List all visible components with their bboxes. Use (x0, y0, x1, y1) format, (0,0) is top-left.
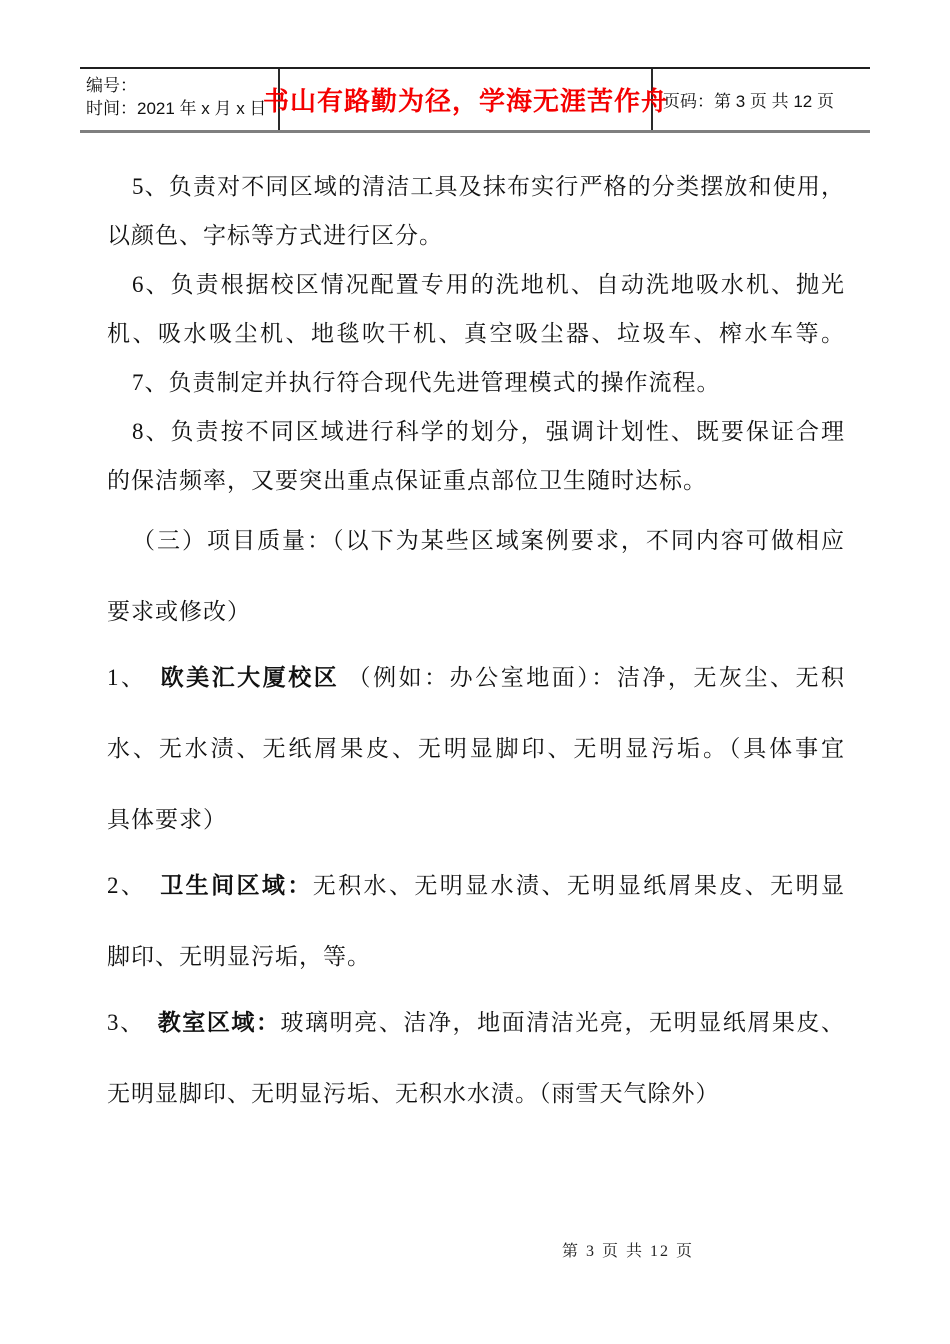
text-line (107, 1058, 845, 1129)
text-segment: 要求或修改） (107, 599, 251, 624)
page-number-label: 页码：第 3 页 共 12 页 (663, 92, 834, 111)
paragraph (107, 407, 845, 505)
paragraph (107, 505, 845, 647)
date-label: 时间：2021 年 x 月 x 日 (86, 99, 267, 118)
paragraph (107, 642, 845, 855)
motto-text: 书山有路勤为径，学海无涯苦作舟 (263, 86, 669, 116)
text-line (107, 642, 845, 713)
text-line (107, 162, 845, 211)
paragraph (107, 162, 845, 260)
bold-text-segment: 卫生间区域： (160, 873, 313, 898)
serial-label: 编号： (86, 76, 137, 95)
text-segment: 玻璃明亮、洁净，地面清洁光亮，无明显纸屑果皮、 (280, 1010, 846, 1035)
page-footer: 第 3 页 共 12 页 (562, 1243, 695, 1260)
text-segment: 脚印、无明显污垢，等。 (107, 944, 371, 969)
text-line (107, 987, 845, 1058)
text-line (107, 713, 845, 784)
paragraph (107, 358, 845, 407)
text-line (107, 505, 845, 576)
text-segment: 8、负责按不同区域进行科学的划分，强调计划性、既要保证合理 (132, 419, 845, 444)
bold-text-segment: 教室区域： (157, 1010, 281, 1035)
paragraph (107, 260, 845, 358)
text-segment: 6、负责根据校区情况配置专用的洗地机、自动洗地吸水机、抛光 (132, 272, 845, 297)
text-segment: 机、吸水吸尘机、地毯吹干机、真空吸尘器、垃圾车、榨水车等。 (107, 321, 845, 346)
text-line (107, 260, 845, 309)
text-segment: 3、 (107, 1010, 158, 1035)
text-segment: 7、负责制定并执行符合现代先进管理模式的操作流程。 (132, 370, 721, 395)
text-line (107, 784, 845, 855)
document-body (107, 162, 845, 1129)
text-segment: 的保洁频率，又要突出重点保证重点部位卫生随时达标。 (107, 468, 707, 493)
text-segment: 具体要求） (107, 807, 227, 832)
text-line (107, 456, 845, 505)
text-line (107, 576, 845, 647)
text-segment: 以颜色、字标等方式进行区分。 (107, 223, 443, 248)
text-segment: 5、负责对不同区域的清洁工具及抹布实行严格的分类摆放和使用， (132, 174, 845, 199)
text-segment: 1、 (107, 665, 161, 690)
text-line (107, 211, 845, 260)
text-line (107, 921, 845, 992)
text-line (107, 407, 845, 456)
text-segment: 无积水、无明显水渍、无明显纸屑果皮、无明显 (312, 873, 846, 898)
text-segment: （三）项目质量：（以下为某些区域案例要求，不同内容可做相应 (132, 528, 845, 553)
header-cell-motto (263, 69, 669, 130)
bold-text-segment: 欧美汇大厦校区 (160, 665, 340, 690)
header-cell-page (653, 69, 870, 130)
text-segment: （例如：办公室地面）：洁净，无灰尘、无积 (339, 665, 846, 690)
text-line (107, 850, 845, 921)
text-line (107, 358, 845, 407)
text-segment: 2、 (107, 873, 161, 898)
text-segment: 水、无水渍、无纸屑果皮、无明显脚印、无明显污垢。（具体事宜 (107, 736, 845, 761)
header-table (80, 67, 870, 133)
text-segment: 无明显脚印、无明显污垢、无积水水渍。（雨雪天气除外） (107, 1081, 720, 1106)
header-cell-meta (80, 69, 280, 130)
paragraph (107, 987, 845, 1129)
text-line (107, 309, 845, 358)
paragraph (107, 850, 845, 992)
